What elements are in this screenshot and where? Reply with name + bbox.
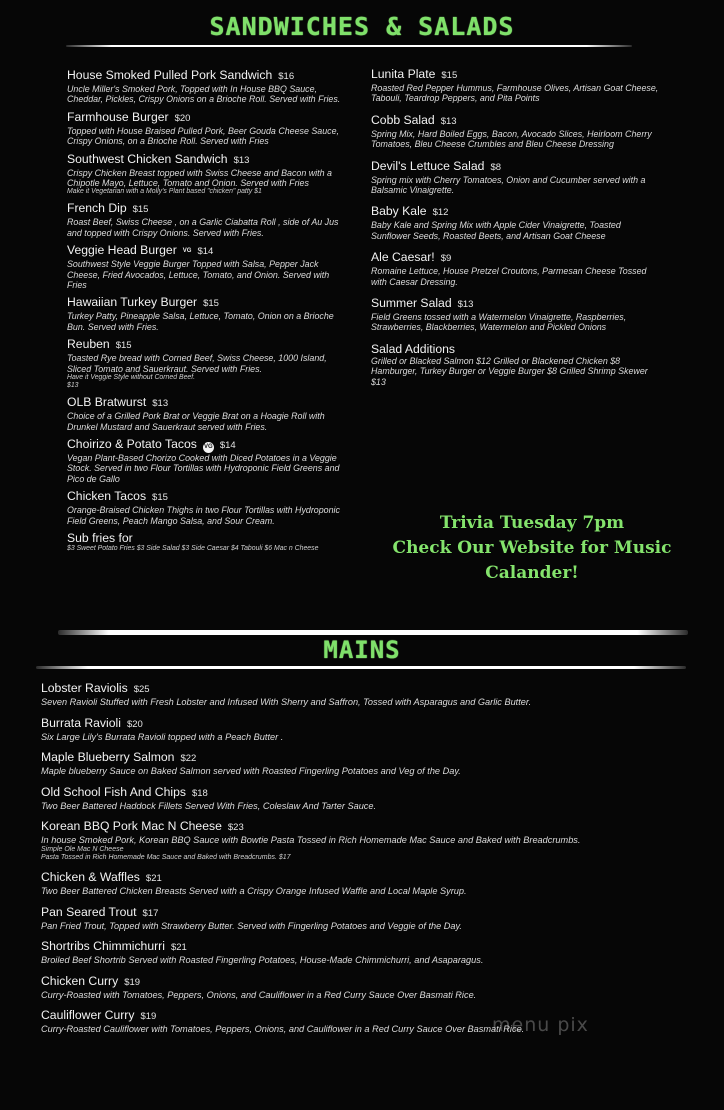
menu-item-description: Uncle Miller's Smoked Pork, Topped with In House BBQ Sauce, Cheddar, Pickles, Crispy Onions on a Brioche Roll. Served with Fries. [67, 84, 341, 105]
menu-item-price: $21 [145, 872, 162, 884]
menu-item-description: Turkey Patty, Pineapple Salsa, Lettuce, Tomato, Onion on a Brioche Bun. Served with Fries. [67, 311, 334, 332]
menu-item [371, 250, 661, 287]
menu-item-heading [41, 819, 681, 835]
menu-item-heading [67, 110, 349, 126]
menu-item-description: Choice of a Grilled Pork Brat or Veggie Brat on a Hoagie Roll with Drunkel Mustard and Sauerkraut served with Fries. [67, 411, 325, 432]
menu-item-description: Curry-Roasted Cauliflower with Tomatoes, Peppers, Onions, and Cauliflower in a Red Curry Sauce Over Basmati Rice. [41, 1024, 525, 1035]
menu-item [67, 152, 349, 197]
menu-item-name: Maple Blueberry Salmon [41, 750, 175, 765]
promo-line-3: Calander! [485, 563, 579, 583]
menu-item [67, 295, 349, 332]
menu-item-note: Pasta Tossed in Rich Homemade Mac Sauce and Baked with Breadcrumbs. $17 [41, 853, 291, 861]
menu-item-heading [41, 750, 681, 766]
menu-item-price: $19 [140, 1011, 157, 1023]
menu-item-heading [371, 296, 661, 312]
menu-item-heading [67, 243, 349, 259]
menu-item-price: $9 [440, 253, 452, 265]
menu-item-description: Spring mix with Cherry Tomatoes, Onion and Cucumber served with a Balsamic Vinaigrette. [371, 174, 646, 196]
menu-item [371, 67, 661, 104]
menu-item-description: Roast Beef, Swiss Cheese , on a Garlic Ciabatta Roll , side of Au Jus and topped with Crispy Onions. Served with Fries. [67, 217, 339, 238]
menu-item-price: $17 [142, 907, 159, 919]
menu-item [67, 531, 349, 553]
menu-item-name: Cauliflower Curry [41, 1008, 135, 1023]
menu-item-note: $13 [67, 382, 79, 390]
menu-item-name: Salad Additions [371, 341, 456, 356]
menu-item [41, 750, 681, 777]
menu-item-price: $15 [132, 204, 149, 216]
menu-item-heading [41, 939, 681, 955]
menu-item-name: French Dip [67, 201, 127, 216]
menu-item [41, 819, 681, 862]
vegan-circle-badge: VG [203, 442, 214, 453]
menu-item-heading [67, 337, 349, 353]
menu-item-price: $15 [115, 340, 132, 352]
vegan-badge: VG [182, 248, 192, 255]
menu-item-heading [41, 974, 681, 990]
menu-item-price: $21 [170, 942, 187, 954]
menu-item-description: Two Beer Battered Chicken Breasts Served with a Crispy Orange Infused Waffle and Local Maple Syrup. [41, 885, 467, 896]
menu-item [67, 437, 349, 484]
menu-item-name: Devil's Lettuce Salad [371, 158, 485, 173]
top-divider [66, 45, 632, 47]
menu-item-description: Spring Mix, Hard Boiled Eggs, Bacon, Avocado Slices, Heirloom Cherry Tomatoes, Bleu Cheese Crumbles and Bleu Cheese Dressing [371, 128, 652, 150]
menu-item-description: Crispy Chicken Breast topped with Swiss Cheese and Bacon with a Chipotle Mayo, Lettuce, Tomato and Onion. Served with Fries [67, 167, 332, 189]
menu-item-heading [371, 113, 661, 129]
menu-item-name: Burrata Ravioli [41, 715, 121, 730]
promo-text [372, 511, 692, 586]
menu-item-heading [67, 68, 349, 84]
menu-item-name: Reuben [67, 337, 110, 352]
menu-item-heading [371, 159, 661, 175]
menu-item [67, 243, 349, 290]
mains-bottom-divider [36, 666, 686, 669]
menu-item-price: $13 [457, 299, 474, 311]
promo-line-1: Trivia Tuesday 7pm [439, 513, 625, 533]
menu-item-heading [371, 204, 661, 220]
menu-item-heading [67, 295, 349, 311]
menu-item-price: $13 [233, 154, 250, 166]
menu-item-price: $15 [203, 298, 219, 310]
menu-item-name: Lobster Raviolis [41, 681, 128, 695]
menu-item [371, 113, 661, 150]
menu-item-price: $25 [133, 684, 150, 695]
menu-item-price: $13 [440, 115, 457, 127]
menu-item-description: Field Greens tossed with a Watermelon Vinaigrette, Raspberries, Strawberries, Blackberries, Watermelon and Pickled Onions [371, 312, 627, 333]
menu-item-heading [41, 870, 681, 886]
mains-heading: MAINS [323, 636, 401, 664]
menu-item-name: Shortribs Chimmichurri [41, 939, 165, 954]
menu-item-description: Grilled or Blacked Salmon $12 Grilled or Blackened Chicken $8 Hamburger, Turkey Burger or Veggie Burger $8 Grilled Shrimp Skewer $13 [371, 355, 648, 387]
menu-item-name: Old School Fish And Chips [41, 784, 186, 799]
menu-item-description: Orange-Braised Chicken Thighs in two Flour Tortillas with Hydroponic Field Greens, Peach Mango Salsa, and Sour Cream. [67, 505, 340, 526]
menu-item-description: Toasted Rye bread with Corned Beef, Swiss Cheese, 1000 Island, Sliced Tomato and Sauerkraut. Served with Fries. [67, 353, 327, 374]
menu-item-price: $8 [490, 161, 502, 173]
menu-item-price: $20 [126, 718, 143, 730]
sandwiches-salads-heading: SANDWICHES & SALADS [209, 12, 515, 41]
salads-column [371, 67, 661, 396]
menu-item [67, 489, 349, 526]
menu-item-name: Summer Salad [371, 296, 452, 311]
menu-item [67, 110, 349, 147]
menu-item-price: $16 [278, 71, 295, 82]
menu-item-name: Hawaiian Turkey Burger [67, 295, 198, 310]
menu-item-description: Topped with House Braised Pulled Pork, Beer Gouda Cheese Sauce, Crispy Onions, on a Brioche Roll. Served with Fries [67, 125, 340, 147]
menu-item-description: Romaine Lettuce, House Pretzel Croutons, Parmesan Cheese Tossed with Caesar Dressing. [371, 266, 647, 287]
menu-item-note: $3 Sweet Potato Fries $3 Side Salad $3 Side Caesar $4 Tabouli $6 Mac n Cheese [67, 544, 319, 552]
menu-item-name: Farmhouse Burger [67, 109, 169, 124]
menu-item-price: $23 [227, 822, 244, 834]
menu-item-heading [67, 489, 349, 505]
menu-item-heading [41, 785, 681, 801]
menu-item [371, 204, 661, 241]
menu-item-heading [67, 437, 349, 453]
menu-item-heading [41, 681, 681, 697]
menu-item-price: $15 [152, 492, 168, 504]
menu-item [41, 681, 681, 708]
menu-item-price: $14 [197, 246, 214, 258]
menu-item-description: Southwest Style Veggie Burger Topped with Salsa, Pepper Jack Cheese, Fried Avocados, Lettuce, Tomato, and Onion. Served with Fries [67, 259, 330, 291]
mains-top-divider [58, 630, 688, 635]
menu-item [371, 159, 661, 196]
watermark-logo: menu pix [492, 1014, 589, 1036]
menu-item-description: Baby Kale and Spring Mix with Apple Cider Vinaigrette, Toasted Sunflower Seeds, Roasted Beets, and Artisan Goat Cheese [371, 220, 621, 241]
promo-line-2: Check Our Website for Music [392, 538, 672, 558]
menu-item [41, 939, 681, 966]
menu-item-heading [67, 201, 349, 217]
menu-item [67, 337, 349, 390]
menu-item-name: Lunita Plate [371, 67, 436, 81]
menu-item-name: Chicken & Waffles [41, 869, 140, 884]
menu-item [371, 342, 661, 387]
menu-item-name: Southwest Chicken Sandwich [67, 151, 228, 166]
menu-item-price: $13 [152, 398, 169, 410]
menu-item-heading [67, 395, 349, 411]
menu-item-name: OLB Bratwurst [67, 395, 147, 410]
menu-item-name: Cobb Salad [371, 112, 435, 127]
menu-item-description: Seven Ravioli Stuffed with Fresh Lobster and Infused With Sherry and Saffron, Tossed with Asparagus and Garlic Butter. [41, 697, 532, 707]
menu-item-heading [67, 152, 349, 168]
menu-item-note: Simple Ole Mac N Cheese [41, 845, 124, 853]
menu-item-heading [371, 342, 661, 356]
menu-item-description: Broiled Beef Shortrib Served with Roasted Fingerling Potatoes, House-Made Chimmichurri, and Asaparagus. [41, 955, 484, 966]
menu-item-price: $12 [432, 207, 449, 219]
menu-item-name: Ale Caesar! [371, 250, 435, 265]
menu-item [41, 716, 681, 743]
menu-item-description: Two Beer Battered Haddock Fillets Served With Fries, Coleslaw And Tarter Sauce. [41, 800, 377, 811]
menu-item-heading [371, 250, 661, 266]
menu-item-note: Have it Veggie Style without Corned Beef. [67, 374, 196, 382]
menu-item-price: $15 [441, 70, 458, 81]
menu-item-price: $18 [191, 787, 208, 799]
menu-item [41, 974, 681, 1001]
menu-item-heading [67, 531, 349, 545]
menu-item-price: $20 [174, 112, 191, 124]
mains-column [41, 681, 681, 1043]
menu-item [67, 395, 349, 432]
menu-item-name: Pan Seared Trout [41, 904, 137, 919]
menu-item-price: $22 [180, 753, 197, 765]
menu-item [67, 68, 349, 105]
menu-item-description: Roasted Red Pepper Hummus, Farmhouse Olives, Artisan Goat Cheese, Tabouli, Teardrop Peppers, and Pita Points [371, 83, 659, 104]
menu-item-price: $19 [124, 976, 141, 988]
menu-item [41, 870, 681, 897]
menu-item-heading [371, 67, 661, 83]
menu-item-description: Curry-Roasted with Tomatoes, Peppers, Onions, and Cauliflower in a Red Curry Sauce Over Basmati Rice. [41, 989, 477, 1000]
menu-item-name: Chicken Curry [41, 973, 119, 988]
menu-item-name: Baby Kale [371, 204, 427, 219]
menu-item-note: Make it Vegetarian with a Molly's Plant based "chicken" patty $1 [67, 188, 262, 196]
menu-item-name: Chicken Tacos [67, 489, 147, 504]
menu-item-description: Vegan Plant-Based Chorizo Cooked with Diced Potatoes in a Veggie Stock. Served in two Flour Tortillas with Hydroponic Field Greens and Pico de Gallo [67, 452, 340, 484]
menu-item-description: Pan Fried Trout, Topped with Strawberry Butter. Served with Fingerling Potatoes and Veggie of the Day. [41, 920, 462, 931]
menu-item [41, 905, 681, 932]
menu-item [41, 785, 681, 812]
menu-item-heading [41, 716, 681, 732]
menu-item [67, 201, 349, 238]
menu-item-name: Sub fries for [67, 530, 133, 545]
menu-item-description: Maple blueberry Sauce on Baked Salmon served with Roasted Fingerling Potatoes and Veg of the Day. [41, 766, 461, 777]
menu-item-price: $14 [219, 439, 236, 451]
menu-item-description: In house Smoked Pork, Korean BBQ Sauce with Bowtie Pasta Tossed in Rich Homemade Mac Sauce and Baked with Breadcrumbs. [41, 835, 581, 846]
sandwiches-column [67, 68, 349, 558]
menu-item-name: House Smoked Pulled Pork Sandwich [67, 68, 273, 82]
menu-item-name: Korean BBQ Pork Mac N Cheese [41, 819, 222, 834]
menu-item-description: Six Large Lily's Burrata Ravioli topped with a Peach Butter . [41, 731, 284, 742]
menu-item-name: Choirizo & Potato Tacos [67, 436, 197, 451]
menu-item-heading [41, 905, 681, 921]
menu-item [371, 296, 661, 333]
menu-item-name: Veggie Head Burger [67, 243, 177, 258]
